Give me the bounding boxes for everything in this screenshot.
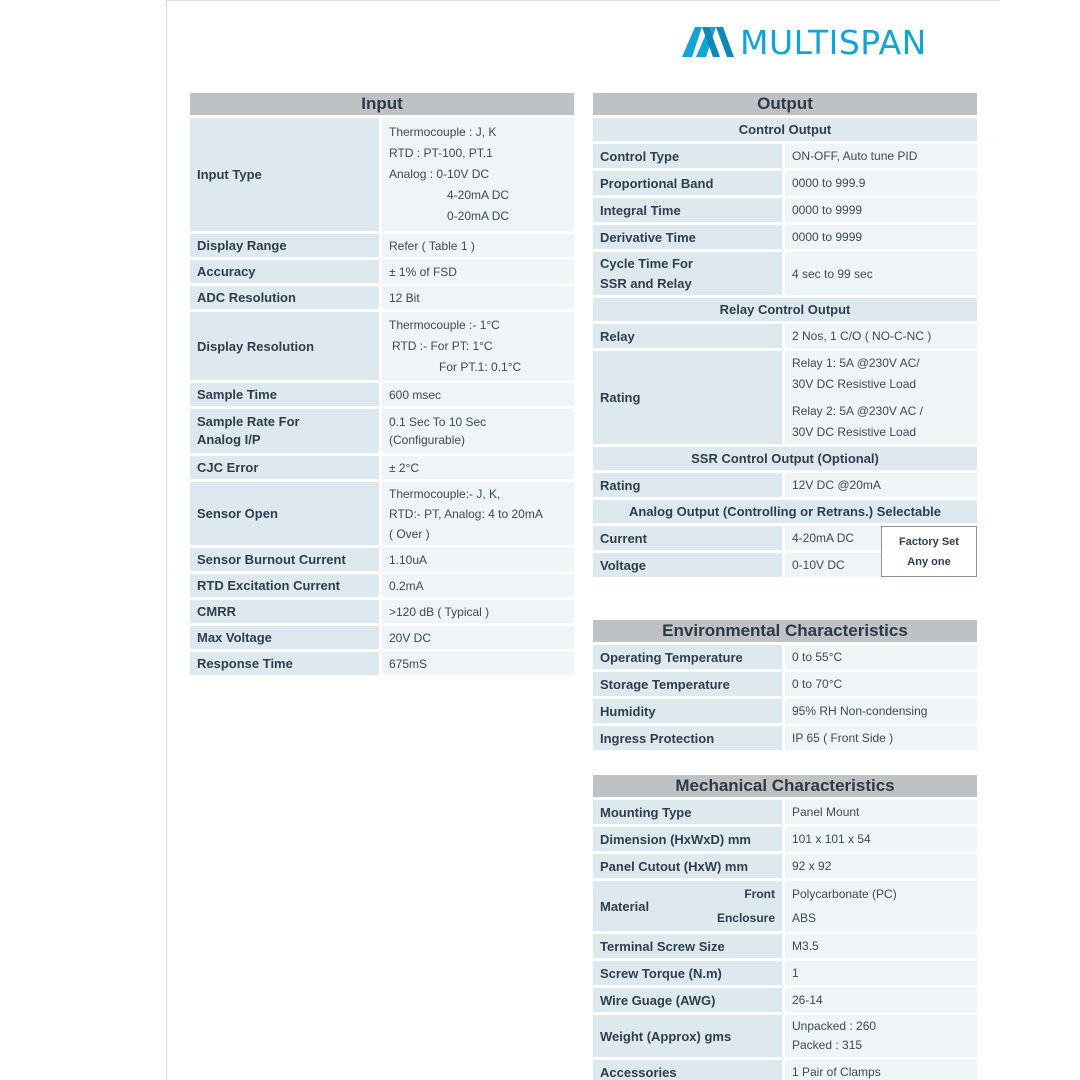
sample-time-label: Sample Time [190, 383, 382, 406]
value-line: Analog : 0-10V DC [389, 167, 490, 181]
display-resolution-label: Display Resolution [190, 312, 382, 380]
value-line: RTD : PT-100, PT.1 [389, 146, 493, 160]
sample-time-value: 600 msec [382, 383, 574, 406]
multispan-logo-icon [682, 26, 736, 58]
derivative-time-label: Derivative Time [593, 225, 785, 249]
label-line: Cycle Time For [600, 255, 693, 271]
weight-value [785, 1015, 977, 1057]
environmental-heading: Environmental Characteristics [593, 620, 977, 642]
max-voltage-value: 20V DC [382, 626, 574, 649]
table-row [593, 1015, 977, 1057]
output-heading: Output [593, 93, 977, 115]
voltage-value: 0-10V DC [785, 553, 881, 577]
dimension-label: Dimension (HxWxD) mm [593, 827, 785, 851]
table-row [190, 600, 574, 623]
sample-rate-value [382, 409, 574, 453]
table-row [190, 548, 574, 571]
label-line: Sample Rate For [197, 414, 300, 429]
ssr-rating-value: 12V DC @20mA [785, 473, 977, 497]
operating-temp-value: 0 to 55°C [785, 645, 977, 669]
table-row [593, 171, 977, 195]
cmrr-value: >120 dB ( Typical ) [382, 600, 574, 623]
value-line: RTD :- For PT: 1°C [392, 338, 493, 353]
mechanical-spec-table [593, 772, 977, 1080]
table-row [593, 726, 977, 750]
material-label-text: Material [600, 898, 650, 914]
material-front-value: Polycarbonate (PC) [792, 887, 897, 901]
cmrr-label: CMRR [190, 600, 382, 623]
wire-gauge-value: 26-14 [785, 988, 977, 1012]
storage-temp-value: 0 to 70°C [785, 672, 977, 696]
relay-rating-label: Rating [593, 351, 785, 444]
table-row [593, 1060, 977, 1080]
screw-torque-label: Screw Torque (N.m) [593, 961, 785, 985]
response-time-value: 675mS [382, 652, 574, 675]
label-line: SSR and Relay [600, 275, 692, 291]
weight-label: Weight (Approx) gms [593, 1015, 785, 1057]
sensor-open-label: Sensor Open [190, 482, 382, 545]
cjc-error-label: CJC Error [190, 456, 382, 479]
control-type-value: ON-OFF, Auto tune PID [785, 144, 977, 168]
table-row [593, 934, 977, 958]
proportional-band-value: 0000 to 999.9 [785, 171, 977, 195]
cycle-time-label [593, 252, 785, 295]
relay-output-subheading: Relay Control Output [593, 298, 977, 321]
table-row [190, 574, 574, 597]
table-row [593, 699, 977, 723]
rtd-excitation-value: 0.2mA [382, 574, 574, 597]
cycle-time-value: 4 sec to 99 sec [785, 252, 977, 295]
value-line: RTD:- PT, Analog: 4 to 20mA [389, 506, 543, 521]
storage-temp-label: Storage Temperature [593, 672, 785, 696]
value-line: 30V DC Resistive Load [792, 376, 917, 391]
panel-cutout-value: 92 x 92 [785, 854, 977, 878]
value-line: Unpacked : 260 [792, 1019, 877, 1033]
terminal-screw-label: Terminal Screw Size [593, 934, 785, 958]
table-row [593, 881, 977, 931]
mounting-type-label: Mounting Type [593, 800, 785, 824]
input-spec-table [190, 90, 574, 678]
operating-temp-label: Operating Temperature [593, 645, 785, 669]
display-resolution-value [382, 312, 574, 380]
current-label: Current [593, 526, 785, 550]
humidity-value: 95% RH Non-condensing [785, 699, 977, 723]
table-row [593, 198, 977, 222]
input-type-label: Input Type [190, 118, 382, 231]
table-row [593, 854, 977, 878]
integral-time-label: Integral Time [593, 198, 785, 222]
note-line: Factory Set [899, 535, 959, 548]
relay-label: Relay [593, 324, 785, 348]
table-row [190, 118, 574, 231]
table-row [593, 526, 977, 550]
response-time-label: Response Time [190, 652, 382, 675]
cjc-error-value: ± 2°C [382, 456, 574, 479]
sensor-open-value [382, 482, 574, 545]
derivative-time-value: 0000 to 9999 [785, 225, 977, 249]
brand-name: MULTISPAN [740, 22, 927, 62]
sensor-burnout-label: Sensor Burnout Current [190, 548, 382, 571]
table-row [190, 260, 574, 283]
input-type-value [382, 118, 574, 231]
value-line: Thermocouple : J, K [389, 125, 497, 139]
table-row [593, 225, 977, 249]
ssr-output-subheading: SSR Control Output (Optional) [593, 447, 977, 470]
accuracy-value: ± 1% of FSD [382, 260, 574, 283]
table-row [593, 800, 977, 824]
label-line: Analog I/P [197, 432, 261, 447]
table-row [190, 652, 574, 675]
table-row [593, 961, 977, 985]
rtd-excitation-label: RTD Excitation Current [190, 574, 382, 597]
table-row [190, 234, 574, 257]
table-row [190, 482, 574, 545]
value-line: Relay 1: 5A @230V AC/ [792, 355, 920, 370]
max-voltage-label: Max Voltage [190, 626, 382, 649]
display-range-label: Display Range [190, 234, 382, 257]
table-row [593, 351, 977, 444]
integral-time-value: 0000 to 9999 [785, 198, 977, 222]
dimension-value: 101 x 101 x 54 [785, 827, 977, 851]
screw-torque-value: 1 [785, 961, 977, 985]
material-label [593, 881, 785, 931]
wire-gauge-label: Wire Guage (AWG) [593, 988, 785, 1012]
ingress-protection-value: IP 65 ( Front Side ) [785, 726, 977, 750]
adc-resolution-value: 12 Bit [382, 286, 574, 309]
relay-value: 2 Nos, 1 C/O ( NO-C-NC ) [785, 324, 977, 348]
value-line: For PT.1: 0.1°C [439, 359, 522, 374]
value-line: Relay 2: 5A @230V AC / [792, 403, 923, 418]
value-line: ( Over ) [389, 526, 430, 541]
panel-cutout-label: Panel Cutout (HxW) mm [593, 854, 785, 878]
table-row [593, 645, 977, 669]
ingress-protection-label: Ingress Protection [593, 726, 785, 750]
mechanical-heading: Mechanical Characteristics [593, 775, 977, 797]
value-line: Thermocouple:- J, K, [389, 486, 501, 501]
table-row [593, 324, 977, 348]
value-line: (Configurable) [389, 433, 466, 447]
material-enclosure-value: ABS [792, 911, 817, 925]
material-parts [717, 882, 775, 930]
table-row [190, 383, 574, 406]
analog-output-subheading: Analog Output (Controlling or Retrans.) Selectable [593, 500, 977, 523]
value-line: 4-20mA DC [447, 188, 510, 202]
humidity-label: Humidity [593, 699, 785, 723]
table-row [593, 988, 977, 1012]
value-line: 0-20mA DC [447, 209, 510, 223]
accessories-value: 1 Pair of Clamps [785, 1060, 977, 1080]
table-row [593, 144, 977, 168]
value-line: 0.1 Sec To 10 Sec [389, 415, 487, 429]
environmental-spec-table [593, 617, 977, 753]
table-row [190, 409, 574, 453]
note-line: Any one [907, 555, 951, 568]
ssr-rating-label: Rating [593, 473, 785, 497]
table-row [593, 827, 977, 851]
terminal-screw-value: M3.5 [785, 934, 977, 958]
table-row [593, 473, 977, 497]
value-line: 30V DC Resistive Load [792, 424, 917, 439]
sensor-burnout-value: 1.10uA [382, 548, 574, 571]
control-output-subheading: Control Output [593, 118, 977, 141]
current-value: 4-20mA DC [785, 526, 881, 550]
proportional-band-label: Proportional Band [593, 171, 785, 195]
accessories-label: Accessories [593, 1060, 785, 1080]
value-line: Thermocouple :- 1°C [389, 317, 500, 332]
display-range-value: Refer ( Table 1 ) [382, 234, 574, 257]
output-spec-table [593, 90, 977, 580]
accuracy-label: Accuracy [190, 260, 382, 283]
table-row [190, 312, 574, 380]
material-front-label: Front [744, 887, 775, 901]
voltage-label: Voltage [593, 553, 785, 577]
mounting-type-value: Panel Mount [785, 800, 977, 824]
relay-rating-value [785, 351, 977, 444]
table-row [190, 456, 574, 479]
factory-set-note [881, 526, 977, 577]
control-type-label: Control Type [593, 144, 785, 168]
material-enclosure-label: Enclosure [716, 911, 775, 925]
table-row [593, 672, 977, 696]
input-heading: Input [190, 93, 574, 115]
adc-resolution-label: ADC Resolution [190, 286, 382, 309]
sample-rate-label [190, 409, 382, 453]
value-line: Packed : 315 [792, 1038, 863, 1052]
table-row [190, 626, 574, 649]
brand-logo [682, 24, 927, 60]
table-row [190, 286, 574, 309]
table-row [593, 252, 977, 295]
material-value [785, 881, 977, 931]
